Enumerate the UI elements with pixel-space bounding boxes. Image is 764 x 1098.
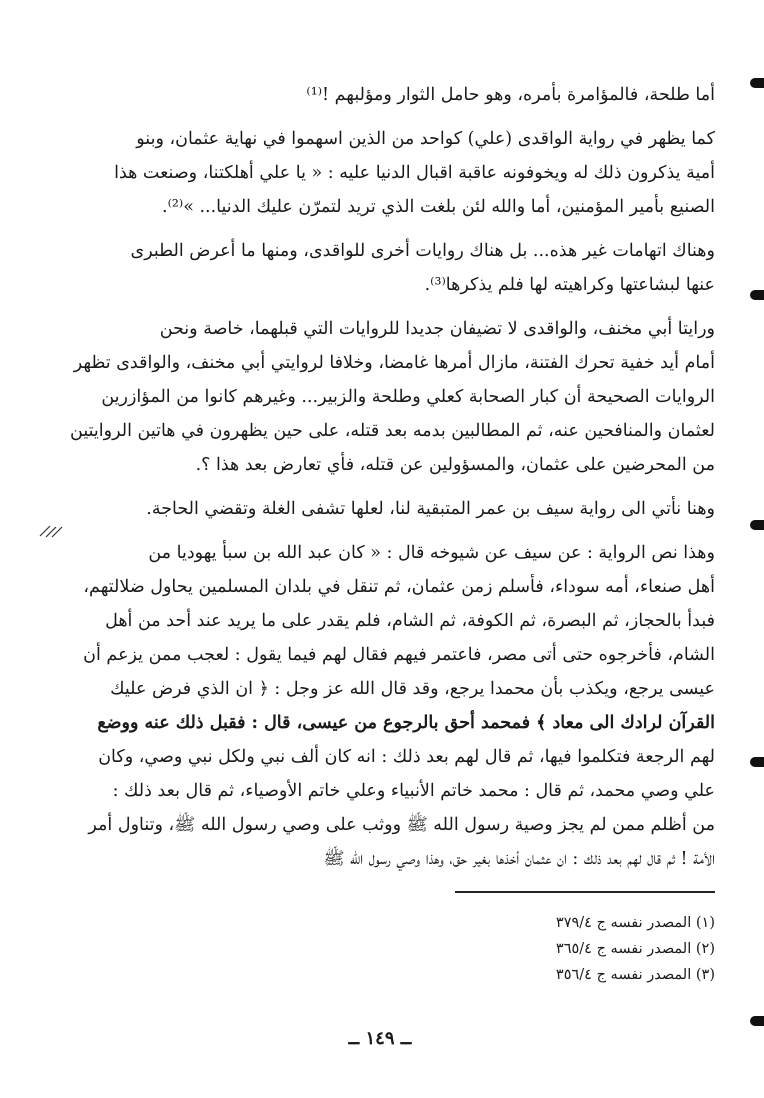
binding-mark [750, 757, 764, 767]
text-line: فبدأ بالحجاز، ثم البصرة، ثم الكوفة، ثم الشام، فلم يقدر على ما يريد عند أحد من أهل [105, 611, 715, 631]
text-line: وهذا نص الرواية : عن سيف عن شيوخه قال : « كان عبد الله بن سبأ يهوديا من [148, 543, 715, 563]
main-text [60, 78, 715, 876]
text-line: لهم الرجعة فتكلموا فيها، ثم قال لهم بعد ذلك : انه كان ألف نبي ولكل نبي وصي، وكان [98, 747, 715, 767]
handwritten-check-mark [38, 524, 64, 538]
text-line: ورايتا أبي مخنف، والواقدى لا تضيفان جديدا للروايات التي قبلهما، خاصة ونحن [159, 319, 715, 339]
text-line: أمية يذكرون ذلك له ويخوفونه عاقبة اقبال الدنيا عليه : « يا علي أهلكتنا، وصنعت هذا [114, 163, 715, 183]
footnote-2: (٢) المصدر نفسه ج ٣٦٥/٤ [555, 941, 715, 957]
binding-mark [750, 290, 764, 300]
text-line: الصنيع بأمير المؤمنين، أما والله لئن بلغت الذي تريد لتمرّن عليك الدنيا... »⁽²⁾. [162, 197, 715, 217]
text-line: علي وصي محمد، ثم قال : محمد خاتم الأنبياء وعلي خاتم الأوصياء، ثم قال بعد ذلك : [112, 781, 715, 801]
text-line: كما يظهر في رواية الواقدى (علي) كواحد من الذين اسهموا في نهاية عثمان، وبنو [136, 129, 715, 149]
binding-mark [750, 520, 764, 530]
footnote-divider [455, 891, 715, 893]
page-number: ــ ١٤٩ ــ [348, 1028, 412, 1049]
binding-mark [750, 1016, 764, 1026]
footnote-1: (١) المصدر نفسه ج ٣٧٩/٤ [555, 915, 715, 931]
text-line: من أظلم ممن لم يجز وصية رسول الله ﷺ ووثب على وصي رسول الله ﷺ، وتناول أمر [88, 815, 715, 835]
binding-mark [750, 78, 764, 88]
text-line: وهنا نأتي الى رواية سيف بن عمر المتبقية لنا، لعلها تشفى الغلة وتقضي الحاجة. [146, 499, 715, 519]
text-line: الأمة ! ثم قال لهم بعد ذلك : ان عثمان أخذها بغير حق، وهذا وصي رسول الله ﷺ [323, 849, 715, 869]
footnotes [460, 910, 715, 988]
text-line: الشام، فأخرجوه حتى أتى مصر، فاعتمر فيهم فقال لهم فيما يقول : لعجب ممن يزعم أن [83, 645, 715, 665]
text-line: أمام أيد خفية تحرك الفتنة، مازال أمرها غامضا، وخلافا لروايتي أبي مخنف، والواقدى تظهر [73, 353, 715, 373]
text-line: القرآن لرادك الى معاد ﴾ فمحمد أحق بالرجوع من عيسى، قال : فقبل ذلك عنه ووضع [97, 713, 715, 733]
text-line: لعثمان والمنافحين عنه، ثم المطالبين بدمه بعد قتله، على حين يظهرون في هاتين الروايتين [70, 421, 715, 441]
text-line: عيسى يرجع، ويكذب بأن محمدا يرجع، وقد قال الله عز وجل : ﴿ ان الذي فرض عليك [110, 679, 715, 699]
text-line: وهناك اتهامات غير هذه... بل هناك روايات أخرى للواقدى، ومنها ما أعرض الطبرى [130, 241, 715, 261]
footnote-3: (٣) المصدر نفسه ج ٣٥٦/٤ [555, 967, 715, 983]
text-line: أما طلحة، فالمؤامرة بأمره، وهو حامل الثوار ومؤلبهم !⁽¹⁾ [306, 85, 715, 105]
text-line: عنها لبشاعتها وكراهيته لها فلم يذكرها⁽³⁾. [424, 275, 715, 295]
text-line: الروايات الصحيحة أن كبار الصحابة كعلي وطلحة والزبير... وغيرهم كانوا من المؤازرين [101, 387, 715, 407]
text-line: من المحرضين على عثمان، والمسؤولين عن قتله، فأي تعارض بعد هذا ؟. [195, 455, 715, 475]
text-line: أهل صنعاء، أمه سوداء، فأسلم زمن عثمان، ثم تنقل في بلدان المسلمين يحاول ضلالتهم، [83, 577, 715, 597]
